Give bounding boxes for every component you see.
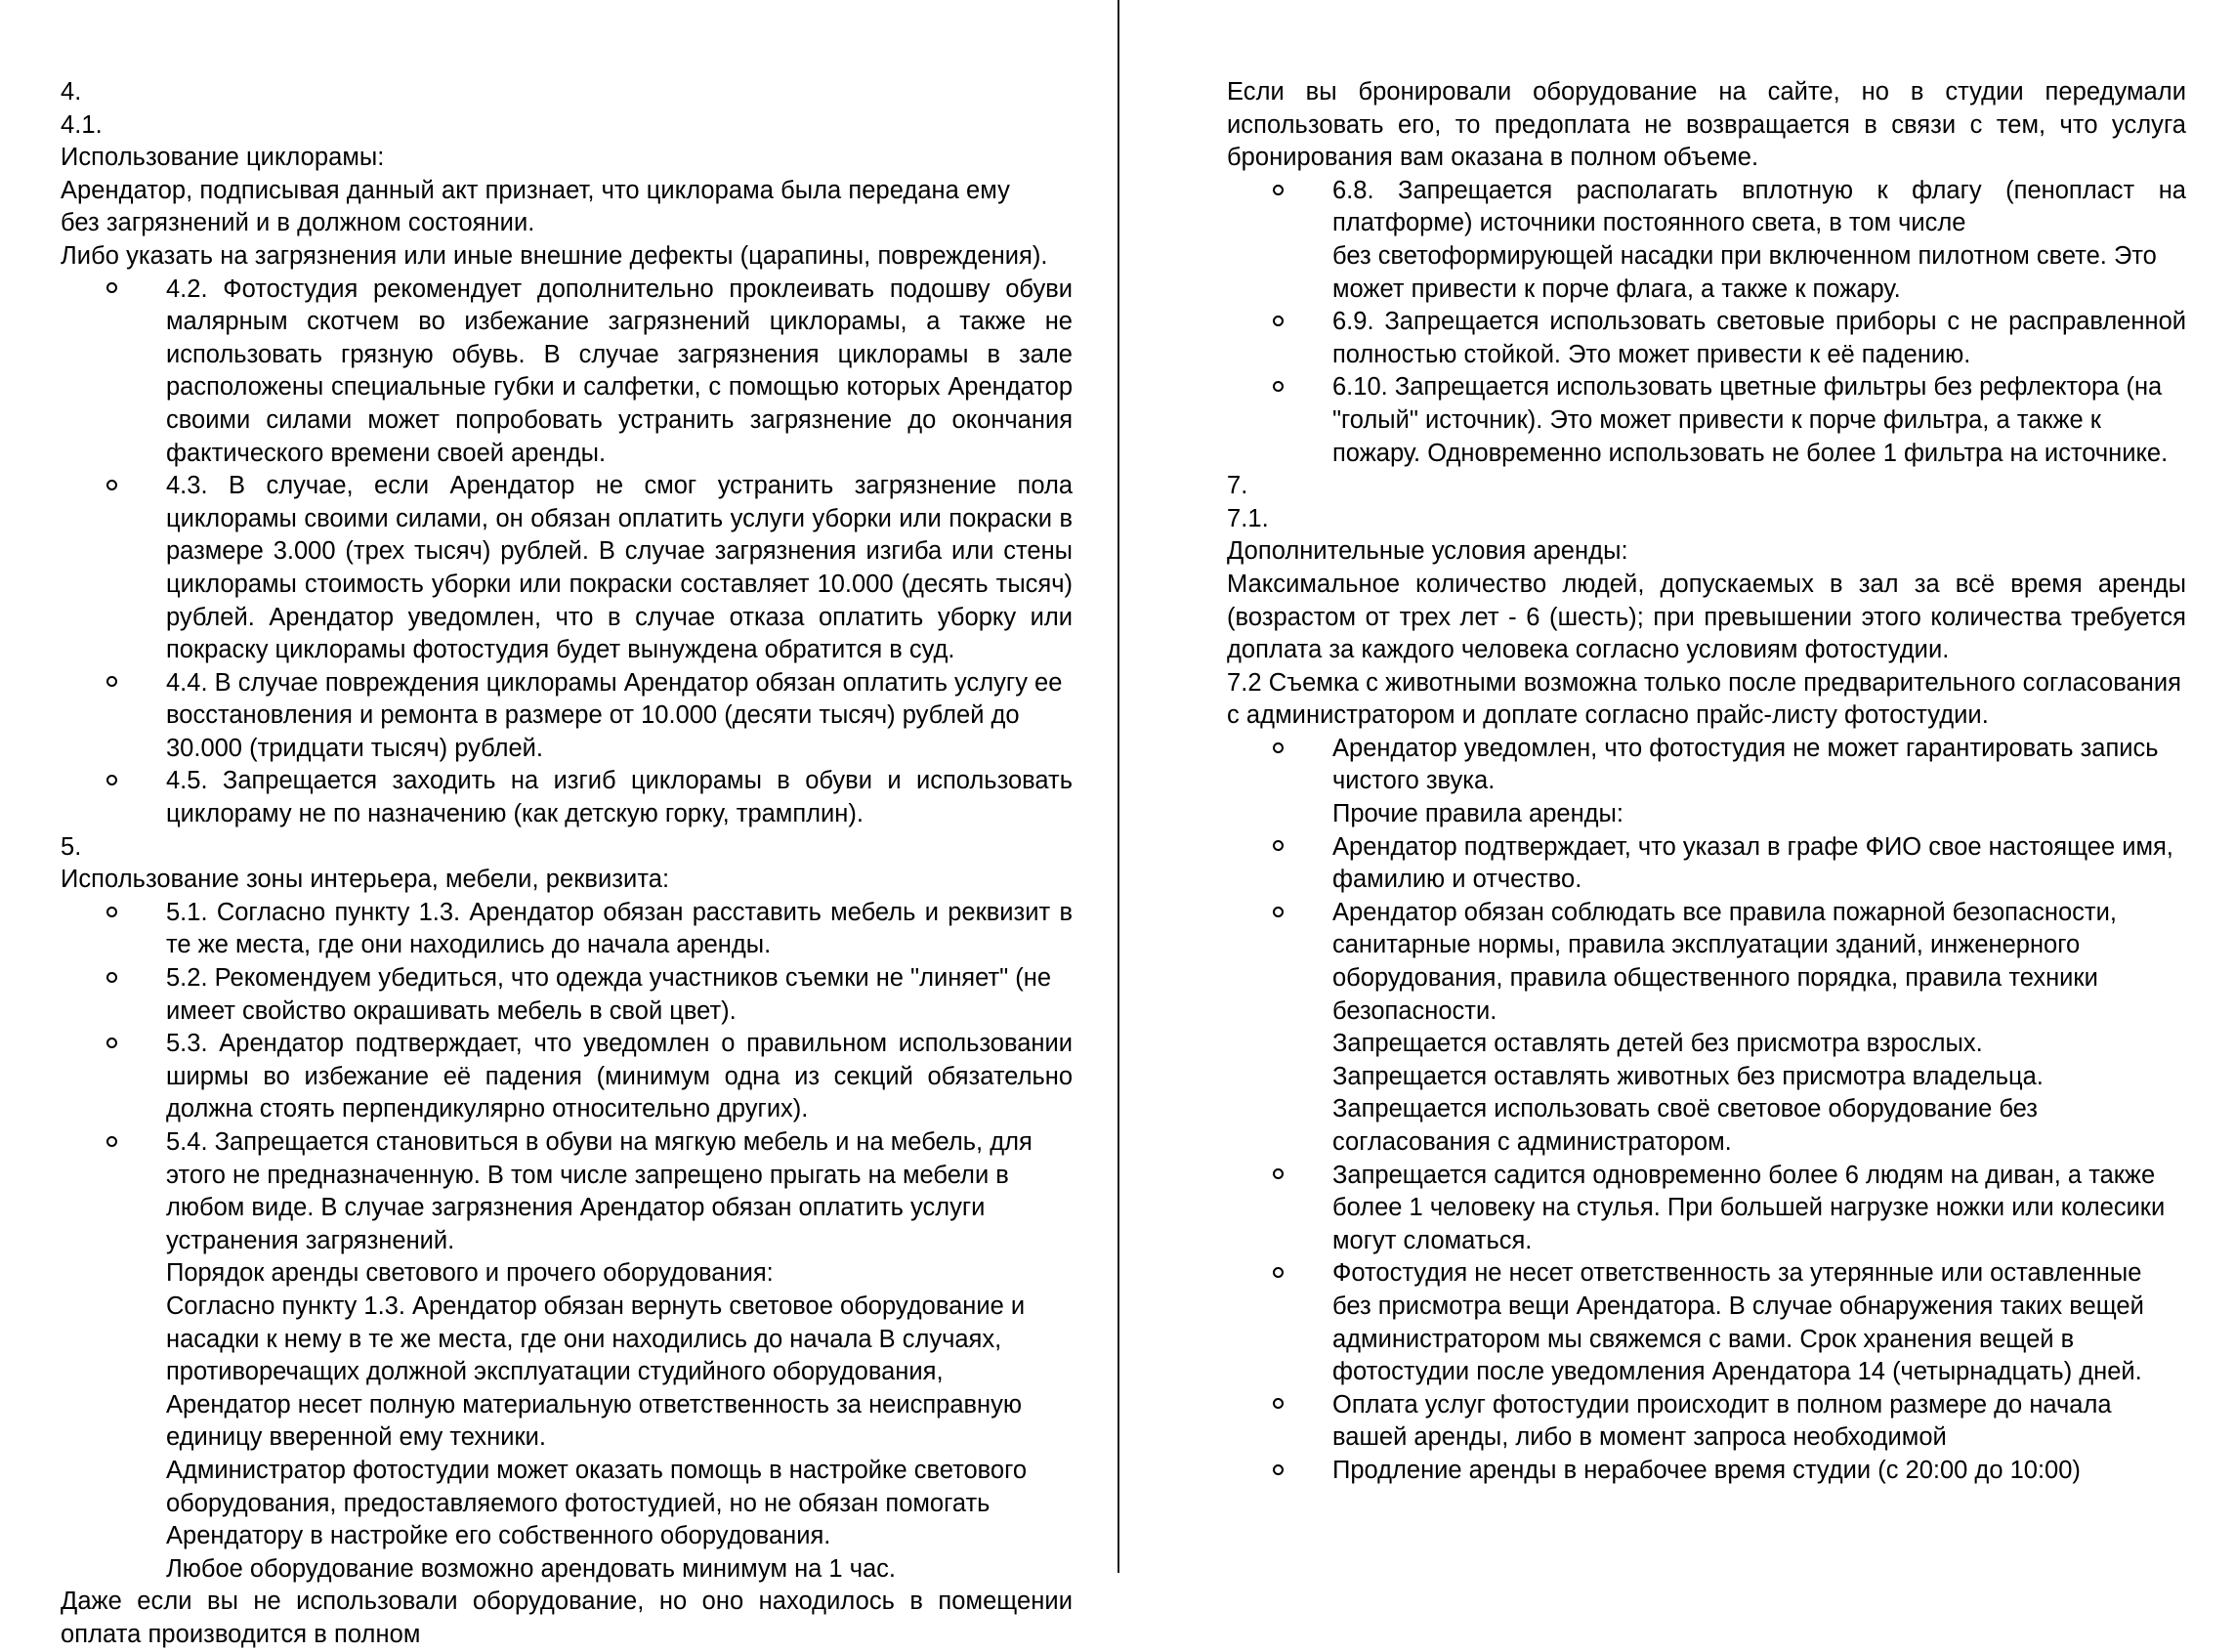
list-item — [1227, 1389, 2186, 1455]
list-item — [1227, 371, 2186, 470]
hollow-circle-bullet-icon — [1270, 831, 1286, 865]
list-item-text: 6.9. Запрещается использовать световые приборы с не расправленной полностью стойкой. Это может привести к её падению. — [1332, 308, 2186, 368]
paragraph: Либо указать на загрязнения или иные внешние дефекты (царапины, повреждения). — [61, 241, 1048, 270]
list-item — [61, 1126, 1073, 1257]
indented-paragraph: Любое оборудование возможно арендовать минимум на 1 час. — [166, 1554, 896, 1583]
paragraph: 4. — [61, 78, 82, 106]
list-item — [61, 962, 1073, 1028]
paragraph: Арендатор, подписывая данный акт признает, что циклорама была передана ему — [61, 176, 1010, 204]
list-item — [1227, 175, 2186, 240]
hollow-circle-bullet-icon — [104, 1028, 119, 1061]
list-item — [61, 1028, 1073, 1126]
hollow-circle-bullet-icon — [1270, 306, 1286, 339]
hollow-circle-bullet-icon — [1270, 1455, 1286, 1488]
list-item-continuation: Запрещается использовать своё световое оборудование без согласования с администратором. — [1332, 1095, 2038, 1156]
paragraph: Дополнительные условия аренды: — [1227, 537, 1628, 566]
list-item-text: 4.2. Фотостудия рекомендует дополнительно проклеивать подошву обуви малярным скотчем во избежание загрязнений циклорамы, а также не использовать грязную обувь. В случае загрязнения циклорамы в зале расположены специальные губки и салфетки, с помощью которых Арендатор своими силами может попробовать устранить загрязнение до окончания фактического времени своей аренды. — [166, 275, 1073, 467]
paragraph: 7.2 Съемка с животными возможна только после предварительного согласования с администратором и доплате согласно прайс-листу фотостудии. — [1227, 668, 2182, 730]
list-item-text: 6.10. Запрещается использовать цветные фильтры без рефлектора (на "голый" источник). Это может привести к порче фильтра, а также к пожару. Одновременно использовать не более 1 фильтра на источнике. — [1332, 373, 2169, 467]
list-item-text: 5.4. Запрещается становиться в обуви на мягкую мебель и на мебель, для этого не предназначенную. В том числе запрещено прыгать на мебели в любом виде. В случае загрязнения Арендатор обязан оплатить услуги устранения загрязнений. — [166, 1128, 1033, 1254]
indented-paragraph: Согласно пункту 1.3. Арендатор обязан вернуть световое оборудование и насадки к нему в те же места, где они находились до начала В случаях, противоречащих должной эксплуатации студийного оборудования, — [166, 1292, 1026, 1386]
list-item-text: Продление аренды в нерабочее время студии (с 20:00 до 10:00) — [1332, 1456, 2081, 1484]
hollow-circle-bullet-icon — [104, 667, 119, 700]
list-item-text: 5.3. Арендатор подтверждает, что уведомлен о правильном использовании ширмы во избежание её падения (минимум одна из секций обязательно должна стоять перпендикулярно относительно других). — [166, 1030, 1073, 1123]
paragraph: 7. — [1227, 472, 1248, 500]
list-item — [61, 470, 1073, 667]
paragraph: без загрязнений и в должном состоянии. — [61, 209, 535, 237]
paragraph: 4.1. — [61, 110, 103, 139]
hollow-circle-bullet-icon — [104, 962, 119, 995]
hollow-circle-bullet-icon — [104, 1126, 119, 1160]
list-item-text: Фотостудия не несет ответственность за утерянные или оставленные без присмотра вещи Арендатора. В случае обнаружения таких вещей администратором мы свяжемся с вами. Срок хранения вещей в фотостудии после уведомления Арендатора 14 (четырнадцать) дней. — [1332, 1259, 2144, 1386]
hollow-circle-bullet-icon — [1270, 733, 1286, 766]
list-item-continuation: без светоформирующей насадки при включенном пилотном свете. Это может привести к порче флага, а также к пожару. — [1332, 241, 2157, 303]
hollow-circle-bullet-icon — [104, 897, 119, 930]
list-item-text: 4.5. Запрещается заходить на изгиб циклорамы в обуви и использовать циклораму не по назначению (как детскую горку, трамплин). — [166, 767, 1073, 828]
list-item — [61, 897, 1073, 962]
paragraph: 5. — [61, 832, 82, 861]
hollow-circle-bullet-icon — [1270, 897, 1286, 930]
list-item-text: 4.4. В случае повреждения циклорамы Арендатор обязан оплатить услугу ее восстановления и ремонта в размере от 10.000 (десяти тысяч) рублей до 30.000 (тридцати тысяч) рублей. — [166, 668, 1063, 762]
list-item — [1227, 1257, 2186, 1388]
list-item — [1227, 733, 2186, 798]
list-item-continuation: Запрещается оставлять животных без присмотра владельца. — [1332, 1062, 2044, 1090]
hollow-circle-bullet-icon — [104, 765, 119, 798]
list-item-text: 5.2. Рекомендуем убедиться, что одежда участников съемки не "линяет" (не имеет свойство окрашивать мебель в свой цвет). — [166, 964, 1052, 1025]
list-item — [1227, 1160, 2186, 1258]
hollow-circle-bullet-icon — [104, 470, 119, 503]
hollow-circle-bullet-icon — [1270, 175, 1286, 208]
list-item-continuation: Запрещается оставлять детей без присмотра взрослых. — [1332, 1030, 1983, 1058]
paragraph: Максимальное количество людей, допускаемых в зал за всё время аренды (возрастом от трех лет - 6 (шесть); при превышении этого количества требуется доплата за каждого человека согласно условиям фотостудии. — [1227, 570, 2186, 664]
indented-paragraph: Порядок аренды светового и прочего оборудования: — [166, 1259, 774, 1288]
list-item — [61, 274, 1073, 471]
hollow-circle-bullet-icon — [1270, 1160, 1286, 1193]
list-item — [1227, 897, 2186, 1028]
list-item-text: Арендатор подтверждает, что указал в графе ФИО свое настоящее имя, фамилию и отчество. — [1332, 832, 2173, 894]
list-item-text: Арендатор уведомлен, что фотостудия не может гарантировать запись чистого звука. — [1332, 734, 2159, 795]
list-item-text: 4.3. В случае, если Арендатор не смог устранить загрязнение пола циклорамы своими силами, он обязан оплатить услуги уборки или покраски в размере 3.000 (трех тысяч) рублей. В случае загрязнения изгиба или стены циклорамы стоимость уборки или покраски составляет 10.000 (десять тысяч) рублей. Арендатор уведомлен, что в случае отказа оплатить уборку или покраску циклорамы фотостудия будет вынуждена обратится в суд. — [166, 472, 1073, 664]
hollow-circle-bullet-icon — [1270, 1389, 1286, 1422]
list-item-continuation: Прочие правила аренды: — [1332, 800, 1624, 828]
list-item-text: Оплата услуг фотостудии происходит в полном размере до начала вашей аренды, либо в момент запроса необходимой — [1332, 1390, 2112, 1452]
list-item-text: Арендатор обязан соблюдать все правила пожарной безопасности, санитарные нормы, правила эксплуатации зданий, инженерного оборудования, правила общественного порядка, правила техники безопасности. — [1332, 898, 2117, 1025]
list-item — [61, 667, 1073, 766]
list-item-text: 5.1. Согласно пункту 1.3. Арендатор обязан расставить мебель и реквизит в те же места, где они находились до начала аренды. — [166, 898, 1073, 959]
right-column — [1119, 0, 2235, 1488]
list-item-text: Запрещается садится одновременно более 6 людям на диван, а также более 1 человеку на стулья. При большей нагрузке ножки или колесики могут сломаться. — [1332, 1161, 2166, 1254]
hollow-circle-bullet-icon — [1270, 371, 1286, 404]
paragraph: Использование зоны интерьера, мебели, реквизита: — [61, 866, 670, 894]
list-item — [1227, 831, 2186, 897]
list-item — [61, 765, 1073, 830]
hollow-circle-bullet-icon — [1270, 1257, 1286, 1291]
indented-paragraph: Арендатор несет полную материальную ответственность за неисправную единицу вверенной ему техники. — [166, 1390, 1023, 1452]
indented-paragraph: Администратор фотостудии может оказать помощь в настройке светового оборудования, предоставляемого фотостудией, но не обязан помогать Арендатору в настройке его собственного оборудования. — [166, 1456, 1028, 1550]
list-item-text: 6.8. Запрещается располагать вплотную к флагу (пенопласт на платформе) источники постоянного света, в том числе — [1332, 176, 2186, 237]
paragraph: 7.1. — [1227, 504, 1269, 532]
paragraph: Использование циклорамы: — [61, 144, 385, 172]
paragraph: Если вы бронировали оборудование на сайте, но в студии передумали использовать его, то предоплата не возвращается в связи с тем, что услуга бронирования вам оказана в полном объеме. — [1227, 78, 2186, 172]
paragraph: Даже если вы не использовали оборудование, но оно находилось в помещении оплата производится в полном — [61, 1588, 1073, 1648]
list-item — [1227, 1455, 2186, 1488]
list-item — [1227, 306, 2186, 371]
hollow-circle-bullet-icon — [104, 274, 119, 307]
